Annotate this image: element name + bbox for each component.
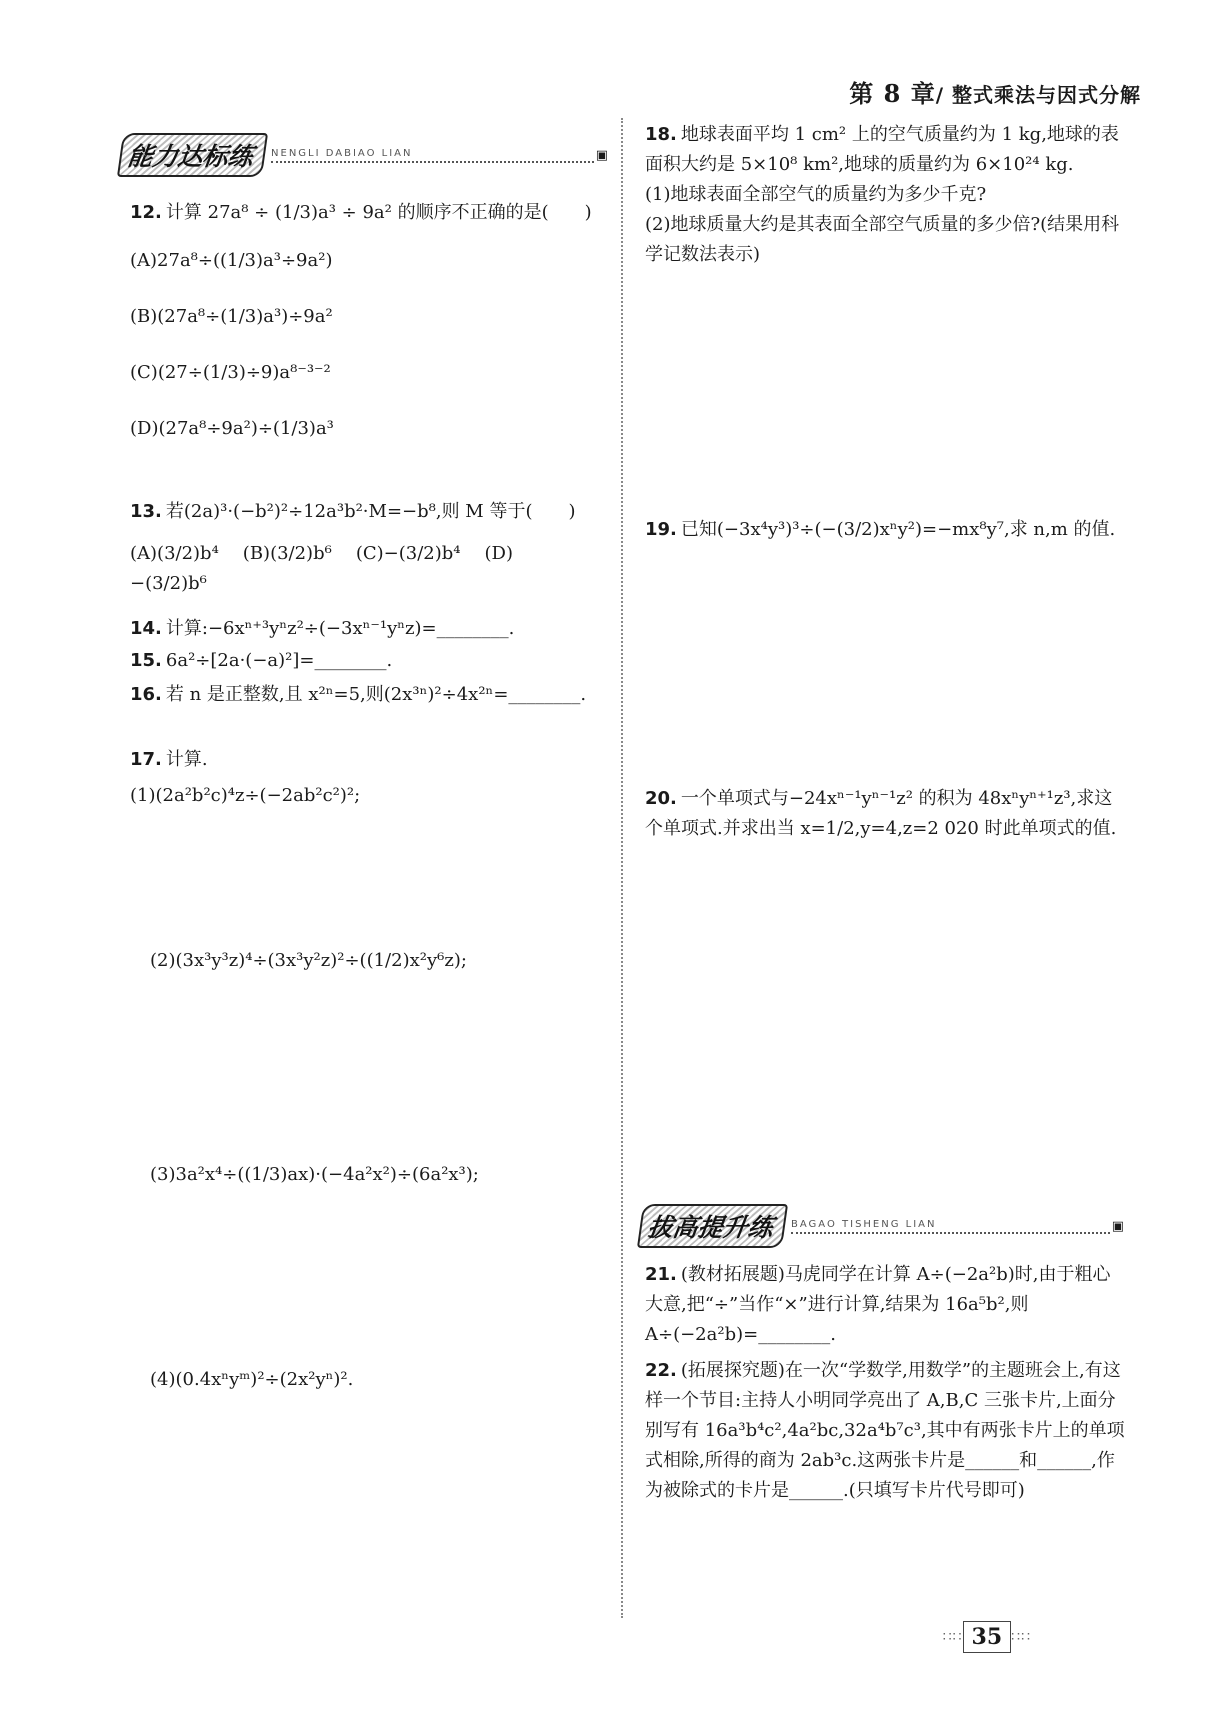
question-14	[130, 614, 608, 644]
part-1: (1)(2a²b²c)⁴z÷(−2ab²c²)²;	[130, 785, 361, 806]
question-17	[130, 745, 608, 811]
section-title: 拔高提升练	[637, 1204, 788, 1248]
question-number: 18.	[645, 124, 677, 145]
option-b: (B)(3/2)b⁶	[242, 543, 332, 564]
question-text: 6a²÷[2a·(−a)²]=________.	[165, 650, 393, 671]
question-17-part-2	[150, 946, 608, 976]
section-banner-advanced	[640, 1203, 1124, 1249]
option-a: (A)27a⁸÷((1/3)a³÷9a²)	[130, 250, 333, 271]
question-number: 19.	[645, 519, 677, 540]
part-1: (1)地球表面全部空气的质量约为多少千克?	[645, 184, 987, 205]
page-number-box	[943, 1621, 1031, 1653]
question-text: 已知(−3x⁴y³)³÷(−(3/2)xⁿy²)=−mx⁸y⁷,求 n,m 的值.	[680, 519, 1116, 540]
question-text: 计算:−6xⁿ⁺³yⁿz²÷(−3xⁿ⁻¹yⁿz)=________.	[165, 618, 515, 639]
question-18	[645, 120, 1127, 270]
question-12	[130, 198, 608, 444]
question-number: 16.	[130, 684, 162, 705]
question-tag: (教材拓展题)	[680, 1264, 785, 1285]
question-stem: 计算.	[165, 749, 208, 770]
part-2: (2)地球质量大约是其表面全部空气质量的多少倍?(结果用科学记数法表示)	[645, 214, 1120, 265]
square-icon: ▣	[595, 147, 608, 163]
question-number: 15.	[130, 650, 162, 671]
chapter-title: / 整式乘法与因式分解	[935, 83, 1141, 107]
question-13	[130, 497, 608, 599]
option-c: (C)(27÷(1/3)÷9)a⁸⁻³⁻²	[130, 362, 331, 383]
option-d: (D)(27a⁸÷9a²)÷(1/3)a³	[130, 418, 334, 439]
part-4: (4)(0.4xⁿyᵐ)²÷(2x²yⁿ)².	[150, 1369, 354, 1390]
option-c: (C)−(3/2)b⁴	[355, 543, 461, 564]
question-17-part-4	[150, 1365, 608, 1395]
question-number: 14.	[130, 618, 162, 639]
section-subtitle: BAGAO TISHENG LIAN	[791, 1219, 1110, 1234]
section-title: 能力达标练	[117, 133, 268, 177]
chapter-number: 第 8 章	[849, 79, 936, 108]
question-19	[645, 515, 1127, 545]
question-20	[645, 784, 1127, 844]
question-16	[130, 680, 608, 710]
option-d: (D)−(3/2)b⁶	[130, 543, 513, 594]
decorative-dots: ∷∷	[1011, 1629, 1031, 1645]
question-number: 13.	[130, 501, 162, 522]
question-17-part-3	[150, 1160, 608, 1190]
question-stem: 若(2a)³·(−b²)²÷12a³b²·M=−b⁸,则 M 等于( )	[165, 501, 576, 522]
part-2: (2)(3x³y³z)⁴÷(3x³y²z)²÷((1/2)x²y⁶z);	[150, 950, 467, 971]
question-text: 一个单项式与−24xⁿ⁻¹yⁿ⁻¹z² 的积为 48xⁿyⁿ⁺¹z³,求这个单项式.并求出当 x=1/2,y=4,z=2 020 时此单项式的值.	[645, 788, 1117, 839]
column-divider	[621, 118, 623, 1618]
option-b: (B)(27a⁸÷(1/3)a³)÷9a²	[130, 306, 333, 327]
question-number: 17.	[130, 749, 162, 770]
question-stem: 地球表面平均 1 cm² 上的空气质量约为 1 kg,地球的表面积大约是 5×10⁸ km²,地球的质量约为 6×10²⁴ kg.	[645, 124, 1119, 175]
question-number: 20.	[645, 788, 677, 809]
part-3: (3)3a²x⁴÷((1/3)ax)·(−4a²x²)÷(6a²x³);	[150, 1164, 479, 1185]
question-tag: (拓展探究题)	[680, 1360, 785, 1381]
section-banner-ability	[120, 132, 608, 178]
question-15	[130, 646, 608, 676]
question-number: 21.	[645, 1264, 677, 1285]
square-icon: ▣	[1111, 1218, 1124, 1234]
question-stem: 计算 27a⁸ ÷ (1/3)a³ ÷ 9a² 的顺序不正确的是( )	[165, 202, 592, 223]
question-text: 马虎同学在计算 A÷(−2a²b)时,由于粗心大意,把“÷”当作“×”进行计算,结果为 16a⁵b²,则 A÷(−2a²b)=________.	[645, 1264, 1111, 1345]
question-number: 12.	[130, 202, 162, 223]
chapter-header	[849, 74, 1141, 109]
question-21	[645, 1260, 1127, 1350]
question-text: 在一次“学数学,用数学”的主题班会上,有这样一个节目:主持人小明同学亮出了 A,B,C 三张卡片,上面分别写有 16a³b⁴c²,4a²bc,32a⁴b⁷c³,其中有两张卡片上的单项式相除,所得的商为 2ab³c.这两张卡片是______和______,作为被除式的卡片是______.(只填写卡片代号即可)	[645, 1360, 1125, 1501]
question-22	[645, 1356, 1127, 1506]
decorative-dots: ∷∷	[942, 1629, 963, 1645]
section-subtitle: NENGLI DABIAO LIAN	[271, 148, 594, 163]
page-number: 35	[963, 1621, 1012, 1653]
question-number: 22.	[645, 1360, 677, 1381]
question-text: 若 n 是正整数,且 x²ⁿ=5,则(2x³ⁿ)²÷4x²ⁿ=________.	[165, 684, 587, 705]
option-a: (A)(3/2)b⁴	[130, 543, 219, 564]
